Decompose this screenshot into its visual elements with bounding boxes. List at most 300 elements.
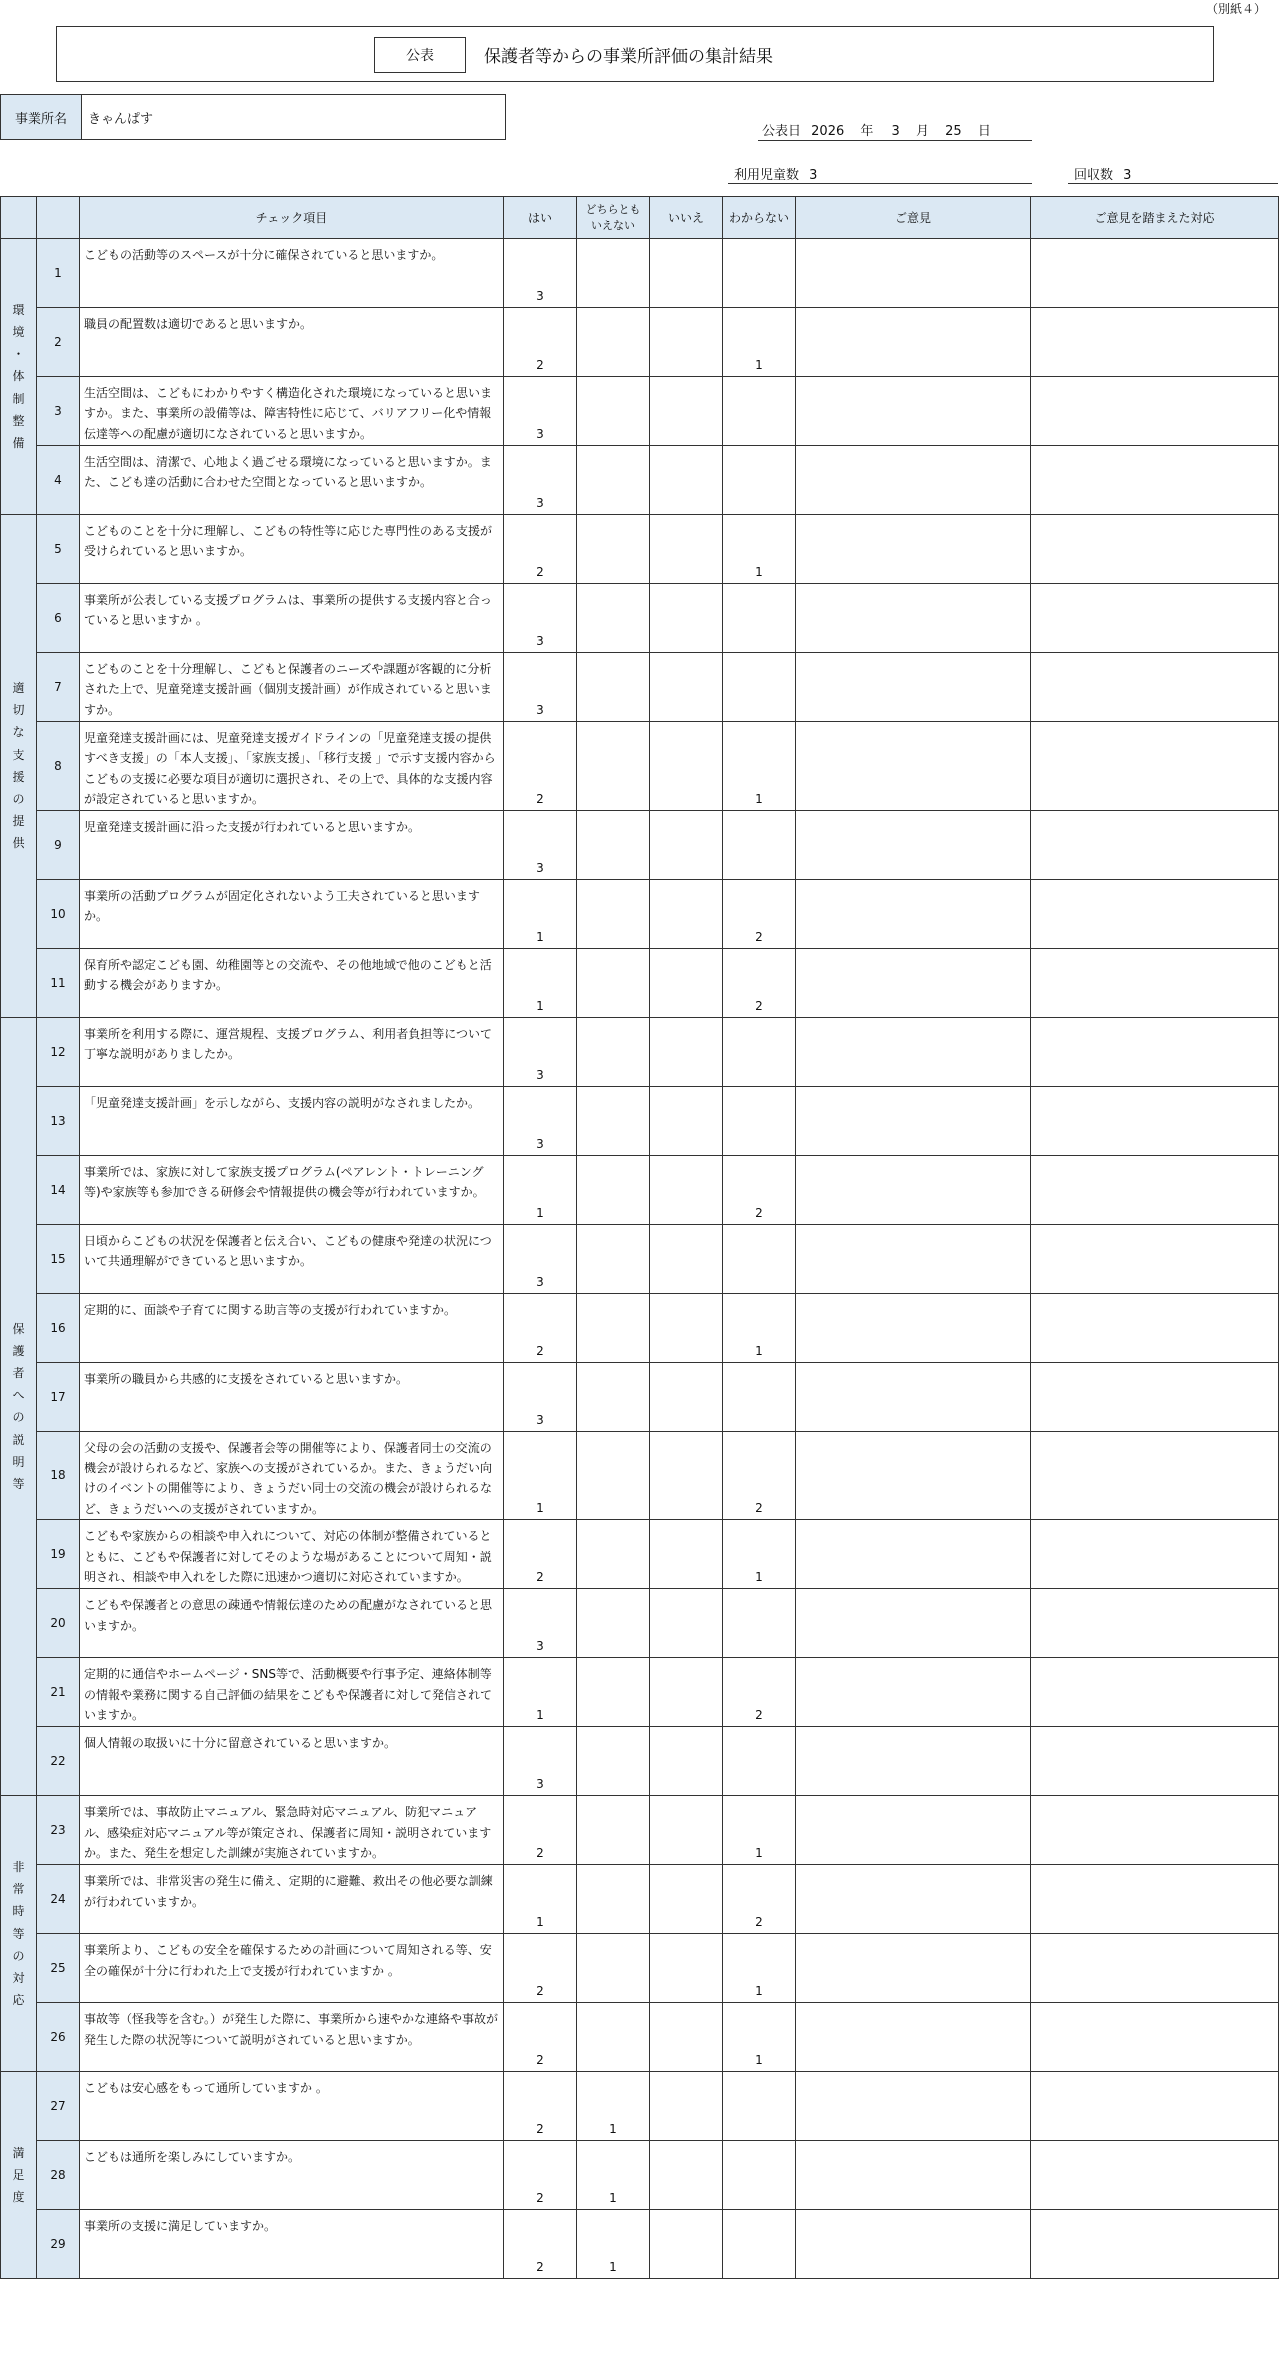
count-neither: 1 xyxy=(577,2072,650,2141)
category-label: 満 足 度 xyxy=(1,2072,37,2279)
opinion-cell xyxy=(796,1727,1031,1796)
opinion-cell xyxy=(796,1293,1031,1362)
response-cell xyxy=(1031,1224,1279,1293)
table-row xyxy=(1,1362,1279,1431)
count-unknown: 1 xyxy=(723,1796,796,1865)
item-number: 24 xyxy=(37,1865,80,1934)
response-cell xyxy=(1031,377,1279,446)
count-neither xyxy=(577,722,650,811)
count-yes: 2 xyxy=(504,2072,577,2141)
table-row xyxy=(1,2003,1279,2072)
opinion-cell xyxy=(796,1155,1031,1224)
response-cell xyxy=(1031,879,1279,948)
response-cell xyxy=(1031,2141,1279,2210)
date-underline xyxy=(758,140,1032,141)
check-item-text: 日頃からこどもの状況を保護者と伝え合い、こどもの健康や発達の状況について共通理解ができていると思いますか。 xyxy=(80,1224,504,1293)
count-unknown xyxy=(723,239,796,308)
opinion-cell xyxy=(796,1865,1031,1934)
check-item-text: 父母の会の活動の支援や、保護者会等の開催等により、保護者同士の交流の機会が設けられるなど、家族への支援がされているか。また、きょうだい向けのイベントの開催等により、きょうだい同士の交流の機会が設けられるなど、きょうだいへの支援がされていますか。 xyxy=(80,1431,504,1520)
item-number: 7 xyxy=(37,653,80,722)
table-row xyxy=(1,1017,1279,1086)
count-no xyxy=(650,2210,723,2279)
count-neither xyxy=(577,446,650,515)
item-number: 22 xyxy=(37,1727,80,1796)
check-item-text: 保育所や認定こども園、幼稚園等との交流や、その他地域で他のこどもと活動する機会がありますか。 xyxy=(80,948,504,1017)
publish-date xyxy=(762,120,991,139)
count-neither xyxy=(577,810,650,879)
category-label: 非 常 時 等 の 対 応 xyxy=(1,1796,37,2072)
response-cell xyxy=(1031,2210,1279,2279)
publish-day: 25 xyxy=(945,124,962,139)
table-row xyxy=(1,810,1279,879)
count-yes: 1 xyxy=(504,948,577,1017)
response-cell xyxy=(1031,948,1279,1017)
count-unknown xyxy=(723,2210,796,2279)
table-row xyxy=(1,1431,1279,1520)
header-response: ご意見を踏まえた対応 xyxy=(1031,197,1279,239)
office-name-box xyxy=(0,94,506,140)
count-neither xyxy=(577,1293,650,1362)
opinion-cell xyxy=(796,1431,1031,1520)
count-unknown: 2 xyxy=(723,1155,796,1224)
count-yes: 3 xyxy=(504,653,577,722)
response-cell xyxy=(1031,2072,1279,2141)
opinion-cell xyxy=(796,948,1031,1017)
item-number: 13 xyxy=(37,1086,80,1155)
opinion-cell xyxy=(796,810,1031,879)
count-unknown xyxy=(723,377,796,446)
opinion-cell xyxy=(796,515,1031,584)
opinion-cell xyxy=(796,722,1031,811)
check-item-text: 定期的に、面談や子育てに関する助言等の支援が行われていますか。 xyxy=(80,1293,504,1362)
count-unknown xyxy=(723,1362,796,1431)
response-cell xyxy=(1031,1520,1279,1589)
header-category xyxy=(1,197,37,239)
count-neither xyxy=(577,1865,650,1934)
table-row xyxy=(1,1589,1279,1658)
item-number: 16 xyxy=(37,1293,80,1362)
item-number: 4 xyxy=(37,446,80,515)
response-cell xyxy=(1031,1086,1279,1155)
count-no xyxy=(650,1155,723,1224)
count-no xyxy=(650,377,723,446)
count-unknown xyxy=(723,2072,796,2141)
header-opinion: ご意見 xyxy=(796,197,1031,239)
count-neither xyxy=(577,1934,650,2003)
response-cell xyxy=(1031,1017,1279,1086)
count-no xyxy=(650,1224,723,1293)
item-number: 29 xyxy=(37,2210,80,2279)
response-cell xyxy=(1031,1155,1279,1224)
check-item-text: こどもは通所を楽しみにしていますか。 xyxy=(80,2141,504,2210)
count-unknown: 2 xyxy=(723,879,796,948)
response-cell xyxy=(1031,1362,1279,1431)
item-number: 26 xyxy=(37,2003,80,2072)
page-title: 保護者等からの事業所評価の集計結果 xyxy=(484,47,773,67)
item-number: 15 xyxy=(37,1224,80,1293)
count-no xyxy=(650,1934,723,2003)
opinion-cell xyxy=(796,2141,1031,2210)
item-number: 11 xyxy=(37,948,80,1017)
header-neither xyxy=(577,197,650,239)
category-label: 適 切 な 支 援 の 提 供 xyxy=(1,515,37,1018)
response-cell xyxy=(1031,1431,1279,1520)
opinion-cell xyxy=(796,1589,1031,1658)
publish-month: 3 xyxy=(891,124,900,139)
opinion-cell xyxy=(796,446,1031,515)
count-neither xyxy=(577,377,650,446)
table-row xyxy=(1,1293,1279,1362)
header-neither-line1: どちらとも xyxy=(585,203,641,217)
table-row xyxy=(1,1658,1279,1727)
count-unknown: 1 xyxy=(723,308,796,377)
item-number: 12 xyxy=(37,1017,80,1086)
check-item-text: 「児童発達支援計画」を示しながら、支援内容の説明がなされましたか。 xyxy=(80,1086,504,1155)
count-unknown xyxy=(723,446,796,515)
response-cell xyxy=(1031,2003,1279,2072)
count-yes: 2 xyxy=(504,2210,577,2279)
header-unknown: わからない xyxy=(723,197,796,239)
count-yes: 3 xyxy=(504,1589,577,1658)
count-no xyxy=(650,308,723,377)
count-unknown xyxy=(723,1017,796,1086)
count-no xyxy=(650,1293,723,1362)
response-cell xyxy=(1031,1934,1279,2003)
response-cell xyxy=(1031,722,1279,811)
count-unknown: 2 xyxy=(723,1658,796,1727)
count-no xyxy=(650,1017,723,1086)
check-item-text: 生活空間は、清潔で、心地よく過ごせる環境になっていると思いますか。また、こども達の活動に合わせた空間となっていると思いますか。 xyxy=(80,446,504,515)
count-unknown: 2 xyxy=(723,1431,796,1520)
opinion-cell xyxy=(796,1934,1031,2003)
count-unknown xyxy=(723,1589,796,1658)
response-cell xyxy=(1031,515,1279,584)
item-number: 5 xyxy=(37,515,80,584)
count-neither xyxy=(577,515,650,584)
count-yes: 3 xyxy=(504,1224,577,1293)
count-no xyxy=(650,879,723,948)
user-count-underline xyxy=(728,183,1032,184)
response-count-label: 回収数 xyxy=(1074,168,1114,183)
count-unknown xyxy=(723,653,796,722)
response-count-value: 3 xyxy=(1123,168,1132,183)
count-neither xyxy=(577,1431,650,1520)
count-yes: 2 xyxy=(504,1520,577,1589)
count-yes: 2 xyxy=(504,308,577,377)
count-yes: 3 xyxy=(504,810,577,879)
table-row xyxy=(1,653,1279,722)
check-item-text: こどもの活動等のスペースが十分に確保されていると思いますか。 xyxy=(80,239,504,308)
count-yes: 2 xyxy=(504,2141,577,2210)
publish-badge: 公表 xyxy=(374,37,466,73)
header-item: チェック項目 xyxy=(80,197,504,239)
opinion-cell xyxy=(796,653,1031,722)
check-item-text: 事業所の活動プログラムが固定化されないよう工夫されていると思いますか。 xyxy=(80,879,504,948)
check-item-text: こどものことを十分理解し、こどもと保護者のニーズや課題が客観的に分析された上で、児童発達支援計画（個別支援計画）が作成されていると思いますか。 xyxy=(80,653,504,722)
opinion-cell xyxy=(796,377,1031,446)
count-no xyxy=(650,446,723,515)
appendix-label: （別紙４） xyxy=(1205,2,1266,16)
count-unknown: 1 xyxy=(723,1934,796,2003)
count-yes: 2 xyxy=(504,2003,577,2072)
count-no xyxy=(650,1362,723,1431)
check-item-text: 事業所より、こどもの安全を確保するための計画について周知される等、安全の確保が十分に行われた上で支援が行われていますか 。 xyxy=(80,1934,504,2003)
response-count xyxy=(1074,164,1131,183)
response-cell xyxy=(1031,1293,1279,1362)
item-number: 2 xyxy=(37,308,80,377)
item-number: 27 xyxy=(37,2072,80,2141)
count-neither xyxy=(577,584,650,653)
table-header-row xyxy=(1,197,1279,239)
count-unknown: 1 xyxy=(723,1520,796,1589)
count-unknown: 1 xyxy=(723,2003,796,2072)
count-yes: 3 xyxy=(504,1727,577,1796)
check-item-text: 児童発達支援計画には、児童発達支援ガイドラインの「児童発達支援の提供すべき支援」の「本人支援」、「家族支援」、「移行支援 」で示す支援内容からこどもの支援に必要な項目が適切に選択され、その上で、具体的な支援内容が設定されていると思いますか。 xyxy=(80,722,504,811)
count-neither xyxy=(577,239,650,308)
item-number: 1 xyxy=(37,239,80,308)
count-neither xyxy=(577,1520,650,1589)
count-no xyxy=(650,1431,723,1520)
count-no xyxy=(650,1520,723,1589)
table-row xyxy=(1,1520,1279,1589)
item-number: 21 xyxy=(37,1658,80,1727)
opinion-cell xyxy=(796,2003,1031,2072)
table-row xyxy=(1,1224,1279,1293)
response-cell xyxy=(1031,1658,1279,1727)
table-row xyxy=(1,515,1279,584)
check-item-text: 生活空間は、こどもにわかりやすく構造化された環境になっていると思いますか。また、事業所の設備等は、障害特性に応じて、バリアフリー化や情報伝達等への配慮が適切になされていると思いますか。 xyxy=(80,377,504,446)
count-yes: 2 xyxy=(504,1796,577,1865)
check-item-text: 職員の配置数は適切であると思いますか。 xyxy=(80,308,504,377)
response-cell xyxy=(1031,1727,1279,1796)
year-unit: 年 xyxy=(860,124,874,139)
office-name-value: きゃんぱす xyxy=(88,111,154,127)
count-no xyxy=(650,810,723,879)
response-cell xyxy=(1031,653,1279,722)
user-count xyxy=(734,164,817,183)
count-neither: 1 xyxy=(577,2141,650,2210)
count-yes: 1 xyxy=(504,1658,577,1727)
opinion-cell xyxy=(796,1224,1031,1293)
opinion-cell xyxy=(796,1017,1031,1086)
count-no xyxy=(650,2003,723,2072)
response-cell xyxy=(1031,810,1279,879)
count-yes: 3 xyxy=(504,584,577,653)
item-number: 10 xyxy=(37,879,80,948)
item-number: 28 xyxy=(37,2141,80,2210)
check-item-text: こどもは安心感をもって通所していますか 。 xyxy=(80,2072,504,2141)
header-number xyxy=(37,197,80,239)
count-no xyxy=(650,515,723,584)
count-no xyxy=(650,1865,723,1934)
response-cell xyxy=(1031,1796,1279,1865)
count-neither xyxy=(577,1017,650,1086)
opinion-cell xyxy=(796,1796,1031,1865)
table-row xyxy=(1,239,1279,308)
table-row xyxy=(1,377,1279,446)
count-no xyxy=(650,2072,723,2141)
count-neither xyxy=(577,1224,650,1293)
table-row xyxy=(1,879,1279,948)
count-no xyxy=(650,1658,723,1727)
table-row xyxy=(1,1934,1279,2003)
count-unknown xyxy=(723,1086,796,1155)
count-yes: 2 xyxy=(504,722,577,811)
opinion-cell xyxy=(796,2072,1031,2141)
item-number: 3 xyxy=(37,377,80,446)
count-no xyxy=(650,584,723,653)
category-label: 環 境 ・ 体 制 整 備 xyxy=(1,239,37,515)
count-neither xyxy=(577,2003,650,2072)
count-no xyxy=(650,2141,723,2210)
check-item-text: 個人情報の取扱いに十分に留意されていると思いますか。 xyxy=(80,1727,504,1796)
count-yes: 1 xyxy=(504,879,577,948)
count-neither: 1 xyxy=(577,2210,650,2279)
item-number: 6 xyxy=(37,584,80,653)
count-yes: 1 xyxy=(504,1155,577,1224)
count-yes: 1 xyxy=(504,1865,577,1934)
table-row xyxy=(1,2210,1279,2279)
office-name-label: 事業所名 xyxy=(1,95,82,139)
user-count-value: 3 xyxy=(809,168,818,183)
count-yes: 3 xyxy=(504,446,577,515)
opinion-cell xyxy=(796,1362,1031,1431)
response-cell xyxy=(1031,1865,1279,1934)
table-row xyxy=(1,1086,1279,1155)
count-unknown xyxy=(723,1224,796,1293)
item-number: 19 xyxy=(37,1520,80,1589)
table-row xyxy=(1,2141,1279,2210)
count-neither xyxy=(577,1796,650,1865)
count-unknown xyxy=(723,584,796,653)
count-no xyxy=(650,239,723,308)
response-cell xyxy=(1031,308,1279,377)
count-unknown xyxy=(723,2141,796,2210)
count-yes: 3 xyxy=(504,377,577,446)
opinion-cell xyxy=(796,308,1031,377)
count-yes: 2 xyxy=(504,1293,577,1362)
count-unknown: 1 xyxy=(723,1293,796,1362)
check-item-text: 事業所では、事故防止マニュアル、緊急時対応マニュアル、防犯マニュアル、感染症対応マニュアル等が策定され、保護者に周知・説明されていますか。また、発生を想定した訓練が実施されていますか。 xyxy=(80,1796,504,1865)
response-cell xyxy=(1031,239,1279,308)
opinion-cell xyxy=(796,1086,1031,1155)
check-item-text: こどもや保護者との意思の疎通や情報伝達のための配慮がなされていると思いますか。 xyxy=(80,1589,504,1658)
table-row xyxy=(1,1727,1279,1796)
response-cell xyxy=(1031,584,1279,653)
count-yes: 1 xyxy=(504,1431,577,1520)
count-yes: 3 xyxy=(504,1017,577,1086)
count-unknown xyxy=(723,1727,796,1796)
count-neither xyxy=(577,308,650,377)
count-unknown: 2 xyxy=(723,1865,796,1934)
header-neither-line2: いえない xyxy=(591,218,635,232)
opinion-cell xyxy=(796,584,1031,653)
count-neither xyxy=(577,1086,650,1155)
category-label: 保 護 者 へ の 説 明 等 xyxy=(1,1017,37,1796)
publish-year: 2026 xyxy=(811,124,845,139)
count-neither xyxy=(577,1658,650,1727)
item-number: 20 xyxy=(37,1589,80,1658)
item-number: 14 xyxy=(37,1155,80,1224)
item-number: 9 xyxy=(37,810,80,879)
response-cell xyxy=(1031,446,1279,515)
count-neither xyxy=(577,1727,650,1796)
count-yes: 3 xyxy=(504,239,577,308)
table-row xyxy=(1,446,1279,515)
count-no xyxy=(650,653,723,722)
month-unit: 月 xyxy=(915,124,929,139)
count-no xyxy=(650,1796,723,1865)
count-no xyxy=(650,722,723,811)
item-number: 18 xyxy=(37,1431,80,1520)
count-neither xyxy=(577,1362,650,1431)
count-no xyxy=(650,1727,723,1796)
table-row xyxy=(1,1865,1279,1934)
header-no: いいえ xyxy=(650,197,723,239)
count-no xyxy=(650,948,723,1017)
check-item-text: 事業所では、家族に対して家族支援プログラム(ペアレント・トレーニング等)や家族等も参加できる研修会や情報提供の機会等が行われていますか。 xyxy=(80,1155,504,1224)
table-row xyxy=(1,722,1279,811)
count-neither xyxy=(577,1589,650,1658)
count-unknown xyxy=(723,810,796,879)
count-neither xyxy=(577,653,650,722)
table-row xyxy=(1,948,1279,1017)
day-unit: 日 xyxy=(977,124,991,139)
opinion-cell xyxy=(796,1520,1031,1589)
count-unknown: 1 xyxy=(723,515,796,584)
check-item-text: 事業所を利用する際に、運営規程、支援プログラム、利用者負担等について丁寧な説明がありましたか。 xyxy=(80,1017,504,1086)
item-number: 17 xyxy=(37,1362,80,1431)
count-neither xyxy=(577,879,650,948)
check-item-text: 事業所が公表している支援プログラムは、事業所の提供する支援内容と合っていると思いますか 。 xyxy=(80,584,504,653)
count-no xyxy=(650,1086,723,1155)
check-item-text: 事故等（怪我等を含む。）が発生した際に、事業所から速やかな連絡や事故が発生した際の状況等について説明がされていると思いますか。 xyxy=(80,2003,504,2072)
check-item-text: 定期的に通信やホームページ・SNS等で、活動概要や行事予定、連絡体制等の情報や業務に関する自己評価の結果をこどもや保護者に対して発信されていますか。 xyxy=(80,1658,504,1727)
check-item-text: 事業所の支援に満足していますか。 xyxy=(80,2210,504,2279)
count-yes: 3 xyxy=(504,1086,577,1155)
item-number: 8 xyxy=(37,722,80,811)
opinion-cell xyxy=(796,1658,1031,1727)
user-count-label: 利用児童数 xyxy=(734,168,800,183)
table-row xyxy=(1,584,1279,653)
count-no xyxy=(650,1589,723,1658)
check-item-text: こどもや家族からの相談や申入れについて、対応の体制が整備されているとともに、こどもや保護者に対してそのような場があることについて周知・説明され、相談や申入れをした際に迅速かつ適切に対応されていますか。 xyxy=(80,1520,504,1589)
count-unknown: 2 xyxy=(723,948,796,1017)
header-yes: はい xyxy=(504,197,577,239)
check-item-text: 事業所では、非常災害の発生に備え、定期的に避難、救出その他必要な訓練が行われていますか。 xyxy=(80,1865,504,1934)
table-row xyxy=(1,1796,1279,1865)
opinion-cell xyxy=(796,879,1031,948)
count-neither xyxy=(577,1155,650,1224)
table-row xyxy=(1,2072,1279,2141)
table-row xyxy=(1,308,1279,377)
opinion-cell xyxy=(796,2210,1031,2279)
count-unknown: 1 xyxy=(723,722,796,811)
count-yes: 2 xyxy=(504,1934,577,2003)
count-yes: 3 xyxy=(504,1362,577,1431)
evaluation-table xyxy=(0,196,1279,2279)
opinion-cell xyxy=(796,239,1031,308)
check-item-text: 児童発達支援計画に沿った支援が行われていると思いますか。 xyxy=(80,810,504,879)
item-number: 25 xyxy=(37,1934,80,2003)
item-number: 23 xyxy=(37,1796,80,1865)
response-count-underline xyxy=(1068,183,1278,184)
check-item-text: 事業所の職員から共感的に支援をされていると思いますか。 xyxy=(80,1362,504,1431)
table-row xyxy=(1,1155,1279,1224)
publish-date-label: 公表日 xyxy=(762,124,802,139)
response-cell xyxy=(1031,1589,1279,1658)
check-item-text: こどものことを十分に理解し、こどもの特性等に応じた専門性のある支援が受けられていると思いますか。 xyxy=(80,515,504,584)
